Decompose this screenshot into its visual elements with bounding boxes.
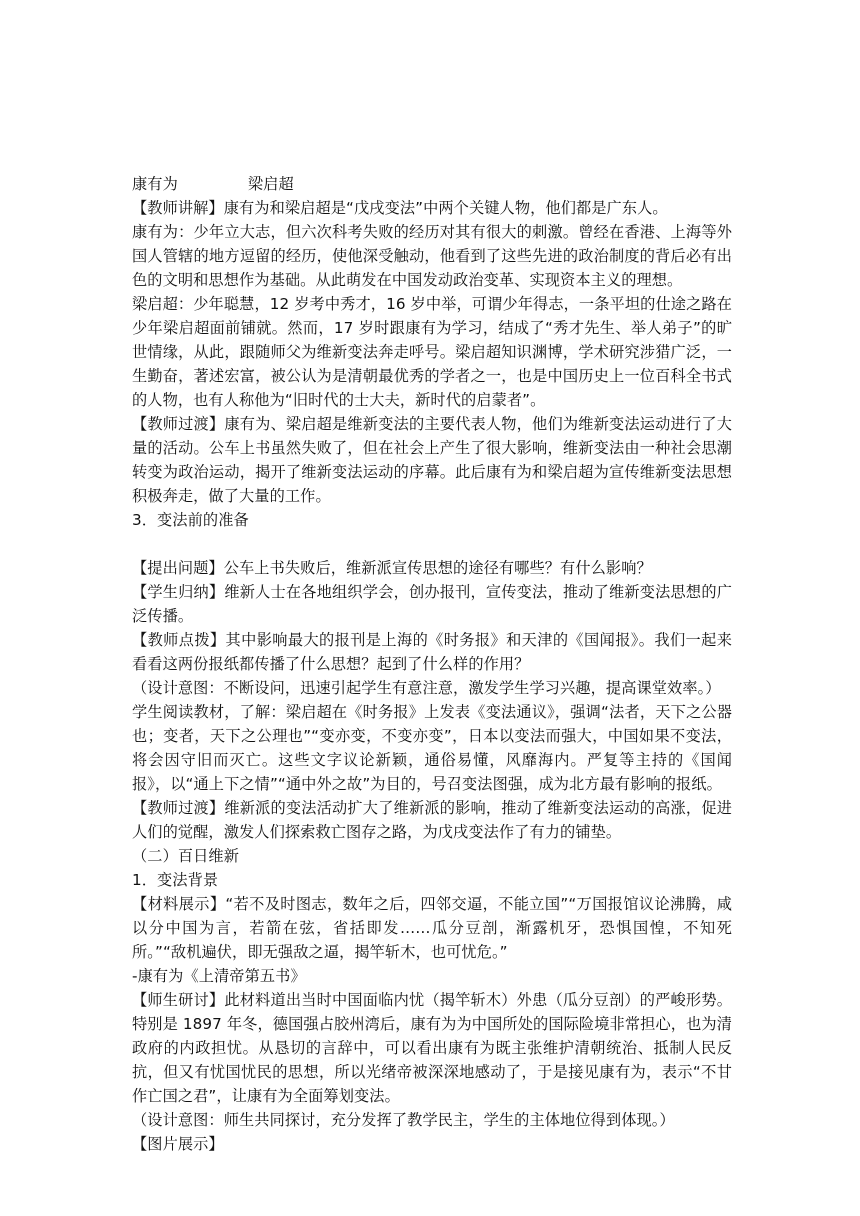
paragraph: 康有为：少年立大志，但六次科考失败的经历对其有很大的刺激。曾经在香港、上海等外国人管辖的地方逗留的经历，使他深受触动，他看到了这些先进的政治制度的背后必有出色的文明和思想作为基础。从此萌发在中国发动政治变革、实现资本主义的理想。 (132, 223, 732, 289)
design-note: （设计意图：师生共同探讨，充分发挥了教学民主，学生的主体地位得到体现。） (132, 1111, 675, 1129)
section-heading: （二）百日维新 (132, 847, 240, 865)
caption-kang-youwei: 康有为 (132, 175, 178, 193)
paragraph: 【材料展示】“若不及时图志，数年之后，四邻交逼，不能立国”“万国报馆议论沸腾，咸以分中国为言，若箭在弦，省括即发……瓜分豆剖，渐露机牙，恐惧国惶，不知死所。”“敌机遍伏，即无强敌之逼，揭竿斩木，也可忧危。” (132, 895, 732, 961)
paragraph: 【学生归纳】维新人士在各地组织学会，创办报刊，宣传变法，推动了维新变法思想的广泛传播。 (132, 583, 732, 625)
paragraph: 【提出问题】公车上书失败后，维新派宣传思想的途径有哪些？有什么影响？ (132, 559, 652, 577)
paragraph: 【图片展示】 (132, 1135, 224, 1153)
paragraph: 【教师过渡】康有为、梁启超是维新变法的主要代表人物，他们为维新变法运动进行了大量的活动。公车上书虽然失败了，但在社会上产生了很大影响，维新变法由一种社会思潮转变为政治运动，揭开了维新变法运动的序幕。此后康有为和梁启超为宣传维新变法思想积极奔走，做了大量的工作。 (132, 415, 732, 505)
paragraph: 梁启超：少年聪慧，12 岁考中秀才，16 岁中举，可谓少年得志，一条平坦的仕途之路在少年梁启超面前铺就。然而，17 岁时跟康有为学习，结成了“秀才先生、举人弟子”的旷世情缘，从此，跟随师父为维新变法奔走呼号。梁启超知识渊博，学术研究涉猎广泛，一生勤奋，著述宏富，被公认为是清朝最优秀的学者之一，也是中国历史上一位百科全书式的人物，也有人称他为“旧时代的士大夫，新时代的启蒙者”。 (132, 295, 732, 409)
caption-liang-qichao: 梁启超 (247, 175, 294, 193)
paragraph: 【教师讲解】康有为和梁启超是“戊戌变法”中两个关键人物，他们都是广东人。 (132, 199, 668, 217)
paragraph: 【教师过渡】维新派的变法活动扩大了维新派的影响，推动了维新变法运动的高涨，促进人们的觉醒，激发人们探索救亡图存之路，为戊戌变法作了有力的铺垫。 (132, 799, 732, 841)
portrait-captions (132, 172, 732, 196)
source-citation: -康有为《上清帝第五书》 (132, 967, 306, 985)
design-note: （设计意图：不断设问，迅速引起学生有意注意，激发学生学习兴趣，提高课堂效率。） (132, 679, 721, 697)
subsection-heading: 1．变法背景 (132, 871, 219, 889)
paragraph: 【师生研讨】此材料道出当时中国面临内忧（揭竿斩木）外患（瓜分豆剖）的严峻形势。特别是 1897 年冬，德国强占胶州湾后，康有为为中国所处的国际险境非常担心，也为清政府的内政担忧。从恳切的言辞中，可以看出康有为既主张维护清朝统治、抵制人民反抗，但又有忧国忧民的思想，所以光绪帝被深深地感动了，于是接见康有为，表示“不甘作亡国之君”，让康有为全面筹划变法。 (132, 991, 732, 1105)
paragraph: 学生阅读教材，了解：梁启超在《时务报》上发表《变法通议》，强调“法者，天下之公器也；变者，天下之公理也”“变亦变，不变亦变”，日本以变法而强大，中国如果不变法，将会因守旧而灭亡。这些文字议论新颖，通俗易懂，风靡海内。严复等主持的《国闻报》，以“通上下之情”“通中外之故”为目的，号召变法图强，成为北方最有影响的报纸。 (132, 703, 732, 793)
section-heading: 3．变法前的准备 (132, 511, 249, 529)
paragraph: 【教师点拨】其中影响最大的报刊是上海的《时务报》和天津的《国闻报》。我们一起来看看这两份报纸都传播了什么思想？起到了什么样的作用？ (132, 631, 732, 673)
blank-line (132, 532, 732, 556)
document-body (132, 172, 732, 1156)
